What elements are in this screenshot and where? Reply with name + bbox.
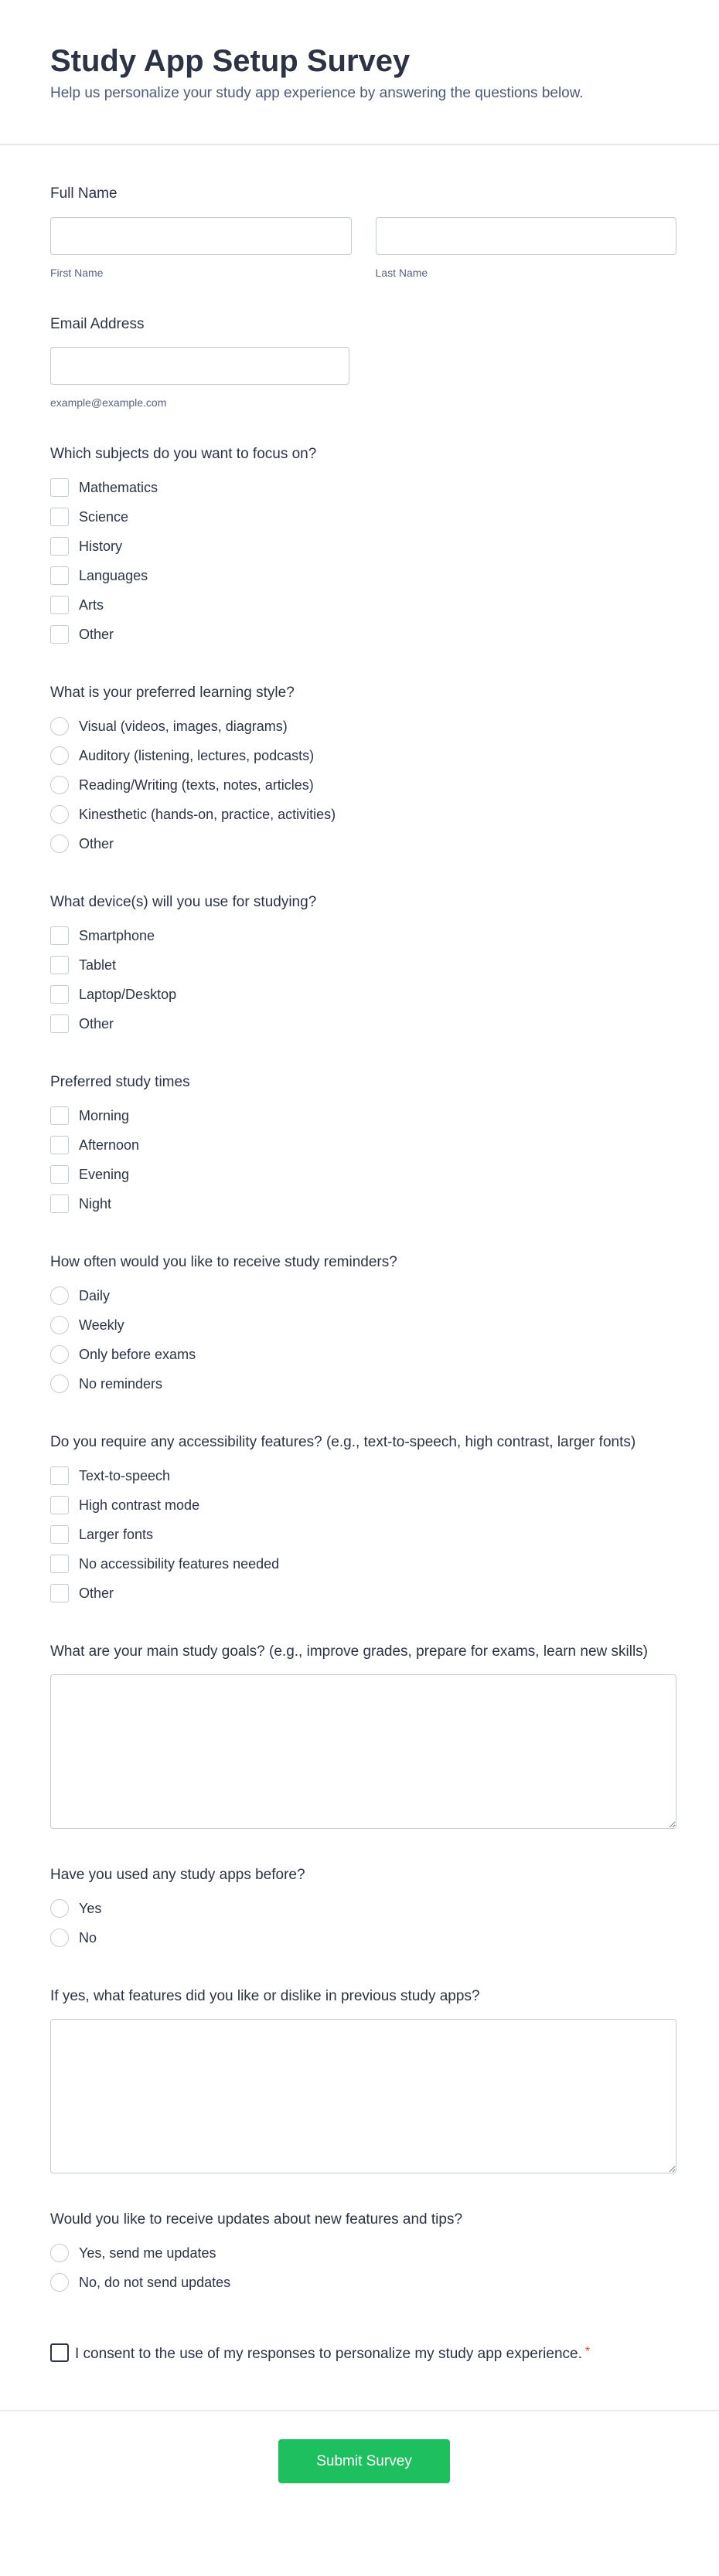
checkbox[interactable] xyxy=(50,537,69,556)
checkbox[interactable] xyxy=(50,1136,69,1154)
required-mark: * xyxy=(584,2345,591,2358)
checkbox[interactable] xyxy=(50,596,69,614)
checkbox[interactable] xyxy=(50,566,69,585)
option-label: Morning xyxy=(79,1107,130,1123)
checkbox-option[interactable] xyxy=(50,1189,676,1218)
radio-option[interactable] xyxy=(50,1369,676,1398)
features-textarea[interactable] xyxy=(50,2019,676,2173)
first-name-sublabel: First Name xyxy=(50,267,104,279)
radio-button[interactable] xyxy=(50,746,69,765)
option-label: Science xyxy=(79,508,129,525)
form-footer xyxy=(0,2410,719,2520)
option-label: Tablet xyxy=(79,957,117,973)
option-label: Text-to-speech xyxy=(79,1467,171,1483)
option-label: Auditory (listening, lectures, podcasts) xyxy=(79,747,315,763)
checkbox-option[interactable] xyxy=(50,473,676,502)
radio-option[interactable] xyxy=(50,1894,676,1923)
option-label: Afternoon xyxy=(79,1137,140,1153)
option-label: No, do not send updates xyxy=(79,2274,231,2290)
option-label: Larger fonts xyxy=(79,1526,154,1542)
option-label: High contrast mode xyxy=(79,1497,200,1513)
submit-survey-button[interactable]: Submit Survey xyxy=(278,2439,450,2483)
option-label: Visual (videos, images, diagrams) xyxy=(79,718,288,734)
checkbox[interactable] xyxy=(50,1014,69,1033)
question-study-times xyxy=(50,1073,676,1218)
radio-option[interactable] xyxy=(50,741,676,770)
radio-option[interactable] xyxy=(50,1923,676,1952)
checkbox-option[interactable] xyxy=(50,620,676,649)
checkbox[interactable] xyxy=(50,1584,69,1602)
radio-option[interactable] xyxy=(50,1340,676,1369)
question-goals xyxy=(50,1643,676,1829)
email-field xyxy=(50,315,676,410)
option-label: Arts xyxy=(79,596,104,613)
question-used-apps xyxy=(50,1866,676,1952)
last-name-sublabel: Last Name xyxy=(375,267,428,279)
checkbox-option[interactable] xyxy=(50,921,676,950)
radio-option[interactable] xyxy=(50,829,676,858)
option-label: Other xyxy=(79,1585,114,1601)
checkbox-option[interactable] xyxy=(50,561,676,590)
radio-button[interactable] xyxy=(50,805,69,824)
consent-label: I consent to the use of my responses to personalize my study app experience. xyxy=(75,2346,582,2362)
consent-field[interactable] xyxy=(50,2340,591,2366)
checkbox[interactable] xyxy=(50,478,69,497)
checkbox[interactable] xyxy=(50,1496,69,1514)
question-label: What are your main study goals? (e.g., improve grades, prepare for exams, learn new skills) xyxy=(50,1643,648,1660)
option-label: Other xyxy=(79,626,114,642)
radio-button[interactable] xyxy=(50,717,69,736)
option-label: Laptop/Desktop xyxy=(79,986,177,1002)
radio-option[interactable] xyxy=(50,770,676,800)
email-label: Email Address xyxy=(50,316,145,332)
question-accessibility xyxy=(50,1433,676,1608)
radio-button[interactable] xyxy=(50,1345,69,1364)
goals-textarea[interactable] xyxy=(50,1674,676,1829)
radio-option[interactable] xyxy=(50,2238,676,2268)
checkbox-option[interactable] xyxy=(50,1130,676,1160)
option-label: No xyxy=(79,1929,97,1946)
radio-button[interactable] xyxy=(50,1286,69,1305)
checkbox-option[interactable] xyxy=(50,1461,676,1490)
option-label: Weekly xyxy=(79,1317,124,1333)
full-name-field xyxy=(50,185,676,280)
question-label: Have you used any study apps before? xyxy=(50,1867,305,1883)
option-label: Night xyxy=(79,1195,112,1212)
option-label: Yes xyxy=(79,1900,102,1916)
radio-button[interactable] xyxy=(50,776,69,794)
email-input[interactable] xyxy=(50,347,349,385)
checkbox[interactable] xyxy=(50,1165,69,1184)
option-label: No reminders xyxy=(79,1375,163,1392)
checkbox-option[interactable] xyxy=(50,980,676,1009)
question-label: Would you like to receive updates about new features and tips? xyxy=(50,2211,463,2228)
checkbox[interactable] xyxy=(50,985,69,1004)
radio-button[interactable] xyxy=(50,834,69,853)
radio-button[interactable] xyxy=(50,1929,69,1947)
question-label: If yes, what features did you like or dislike in previous study apps? xyxy=(50,1988,480,2004)
radio-option[interactable] xyxy=(50,712,676,741)
question-subjects xyxy=(50,445,676,649)
radio-button[interactable] xyxy=(50,2273,69,2292)
checkbox-option[interactable] xyxy=(50,590,676,620)
radio-option[interactable] xyxy=(50,1310,676,1340)
option-label: Only before exams xyxy=(79,1346,196,1362)
full-name-label: Full Name xyxy=(50,185,118,202)
questions-list xyxy=(50,445,676,2297)
radio-button[interactable] xyxy=(50,2244,69,2262)
radio-option[interactable] xyxy=(50,800,676,829)
checkbox-option[interactable] xyxy=(50,1490,676,1520)
checkbox-option[interactable] xyxy=(50,1009,676,1038)
option-label: History xyxy=(79,538,123,554)
form-header xyxy=(0,0,719,145)
option-label: Other xyxy=(79,1015,114,1031)
checkbox-option[interactable] xyxy=(50,1520,676,1549)
option-label: Kinesthetic (hands-on, practice, activities) xyxy=(79,806,336,822)
consent-checkbox[interactable] xyxy=(50,2343,69,2362)
checkbox[interactable] xyxy=(50,926,69,945)
question-learning-style xyxy=(50,684,676,858)
checkbox[interactable] xyxy=(50,1195,69,1213)
checkbox[interactable] xyxy=(50,956,69,974)
radio-button[interactable] xyxy=(50,1316,69,1334)
option-label: Daily xyxy=(79,1287,111,1303)
checkbox-option[interactable] xyxy=(50,950,676,980)
option-label: Yes, send me updates xyxy=(79,2245,216,2261)
option-label: Reading/Writing (texts, notes, articles) xyxy=(79,777,314,793)
radio-button[interactable] xyxy=(50,1899,69,1918)
question-features xyxy=(50,1987,676,2173)
question-label: Which subjects do you want to focus on? xyxy=(50,446,317,462)
checkbox-option[interactable] xyxy=(50,532,676,561)
checkbox[interactable] xyxy=(50,1525,69,1544)
question-label: What is your preferred learning style? xyxy=(50,685,295,701)
checkbox[interactable] xyxy=(50,508,69,526)
checkbox[interactable] xyxy=(50,625,69,644)
question-label: Preferred study times xyxy=(50,1074,190,1090)
checkbox-option[interactable] xyxy=(50,1101,676,1130)
option-label: No accessibility features needed xyxy=(79,1555,280,1572)
checkbox-option[interactable] xyxy=(50,502,676,532)
page-title: Study App Setup Survey xyxy=(50,44,411,78)
checkbox-option[interactable] xyxy=(50,1160,676,1189)
question-reminders xyxy=(50,1253,676,1398)
question-devices xyxy=(50,893,676,1038)
question-label: Do you require any accessibility features? (e.g., text-to-speech, high contrast, larger fonts) xyxy=(50,1434,636,1450)
last-name-input[interactable] xyxy=(376,217,677,255)
option-label: Mathematics xyxy=(79,479,158,495)
option-label: Smartphone xyxy=(79,927,155,943)
checkbox[interactable] xyxy=(50,1555,69,1573)
option-label: Other xyxy=(79,835,114,851)
email-sublabel: example@example.com xyxy=(50,396,167,409)
checkbox[interactable] xyxy=(50,1466,69,1485)
checkbox-option[interactable] xyxy=(50,1549,676,1579)
radio-button[interactable] xyxy=(50,1375,69,1393)
radio-option[interactable] xyxy=(50,1281,676,1310)
option-label: Languages xyxy=(79,567,148,583)
option-label: Evening xyxy=(79,1166,130,1182)
checkbox-option[interactable] xyxy=(50,1579,676,1608)
question-label: What device(s) will you use for studying? xyxy=(50,894,317,910)
survey-form xyxy=(0,145,719,2366)
question-updates xyxy=(50,2211,676,2297)
question-label: How often would you like to receive study reminders? xyxy=(50,1254,397,1270)
first-name-input[interactable] xyxy=(50,217,352,255)
checkbox[interactable] xyxy=(50,1106,69,1125)
radio-option[interactable] xyxy=(50,2268,676,2297)
page-subtitle: Help us personalize your study app experience by answering the questions below. xyxy=(50,85,584,101)
